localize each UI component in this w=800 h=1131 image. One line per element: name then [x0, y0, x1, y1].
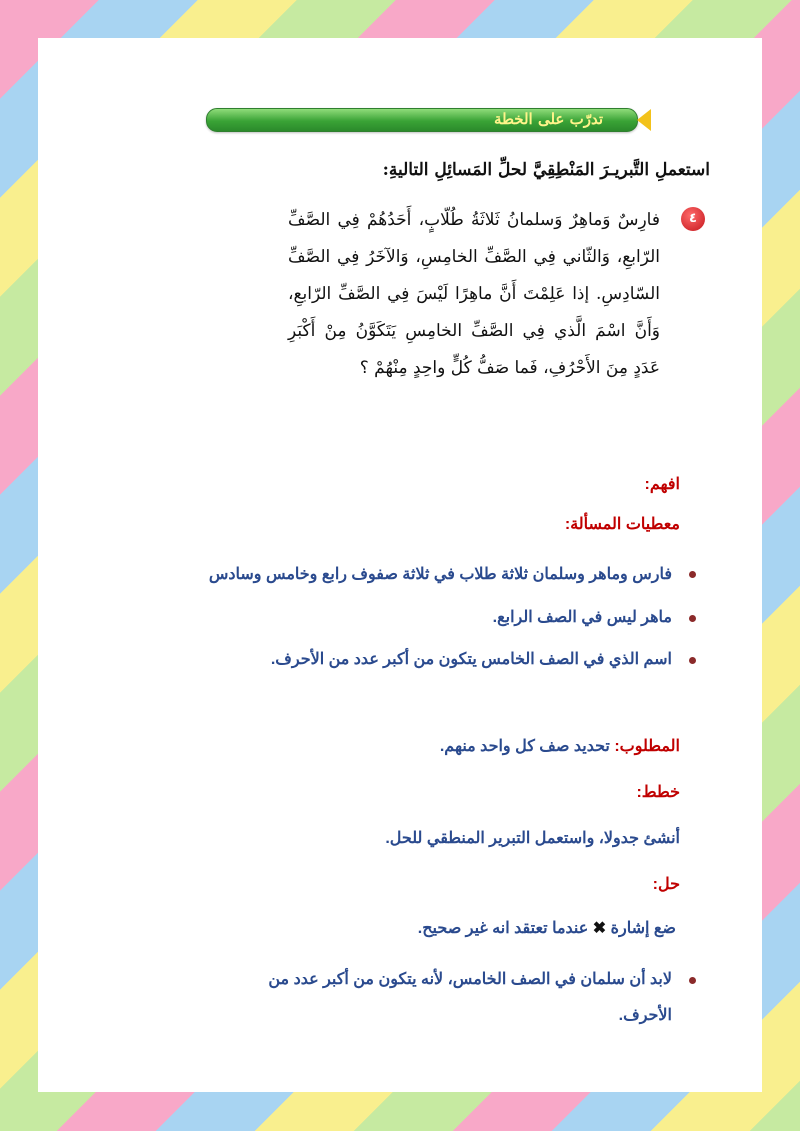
plan-text: أنشئ جدولا، واستعمل التبرير المنطقي للحل.	[385, 830, 680, 847]
givens-label: معطيات المسألة:	[564, 516, 680, 533]
bullet-icon	[689, 571, 696, 578]
banner-title: تدرّب على الخطة	[493, 110, 603, 128]
required-text: تحديد صف كل واحد منهم.	[439, 738, 610, 755]
cross-mark-icon: ✖	[592, 920, 607, 937]
problem-number-badge: ٤	[681, 207, 705, 231]
list-item: ماهر ليس في الصف الرابع.	[152, 600, 672, 636]
instruction-heading: استعملِ التَّبريـرَ المَنْطِقِيَّ لحلِّ المَسائِلِ التاليةِ:	[382, 160, 710, 180]
list-item: لابد أن سلمان في الصف الخامس، لأنه يتكون من أكبر عدد من الأحرف.	[212, 962, 672, 1034]
required-line	[440, 736, 680, 756]
plan-label: خطط:	[636, 784, 680, 801]
bullet-icon	[689, 977, 696, 984]
list-item: فارس وماهر وسلمان ثلاثة طلاب في ثلاثة صفوف رابع وخامس وسادس	[152, 556, 672, 594]
solve-instruction: ضع إشارة ✖ عندما تعتقد انه غير صحيح.	[417, 920, 676, 937]
required-label: المطلوب:	[614, 738, 680, 755]
problem-text: فارِسٌ وَماهِرٌ وَسلمانُ ثَلاثَةُ طُلّابٍ، أَحَدُهُمْ فِي الصَّفِّ الرّابعِ، وَالثّاني فِي الصَّفِّ الخامِسِ، وَالآخَرُ فِي الصَّفِّ السّادِسِ. إذا عَلِمْتَ أَنَّ ماهِرًا لَيْسَ فِي الصَّفِّ الرّابعِ، وَأَنَّ اسْمَ الَّذي فِي الصَّفِّ الخامِسِ يَتَكَوَّنُ مِنْ أَكْبَرِ عَدَدٍ مِنَ الأَحْرُفِ، فَما صَفُّ كُلٍّ واحِدٍ مِنْهُمْ ؟	[288, 210, 660, 378]
bullet-icon	[689, 615, 696, 622]
banner-arrow-icon	[637, 109, 651, 131]
understand-label: افهم:	[644, 476, 680, 493]
givens-list	[152, 556, 672, 678]
bullet-icon	[689, 657, 696, 664]
list-item: اسم الذي في الصف الخامس يتكون من أكبر عدد من الأحرف.	[152, 642, 672, 678]
solve-label: حل:	[652, 876, 680, 893]
solve-list	[212, 962, 672, 1034]
section-banner	[206, 108, 638, 132]
